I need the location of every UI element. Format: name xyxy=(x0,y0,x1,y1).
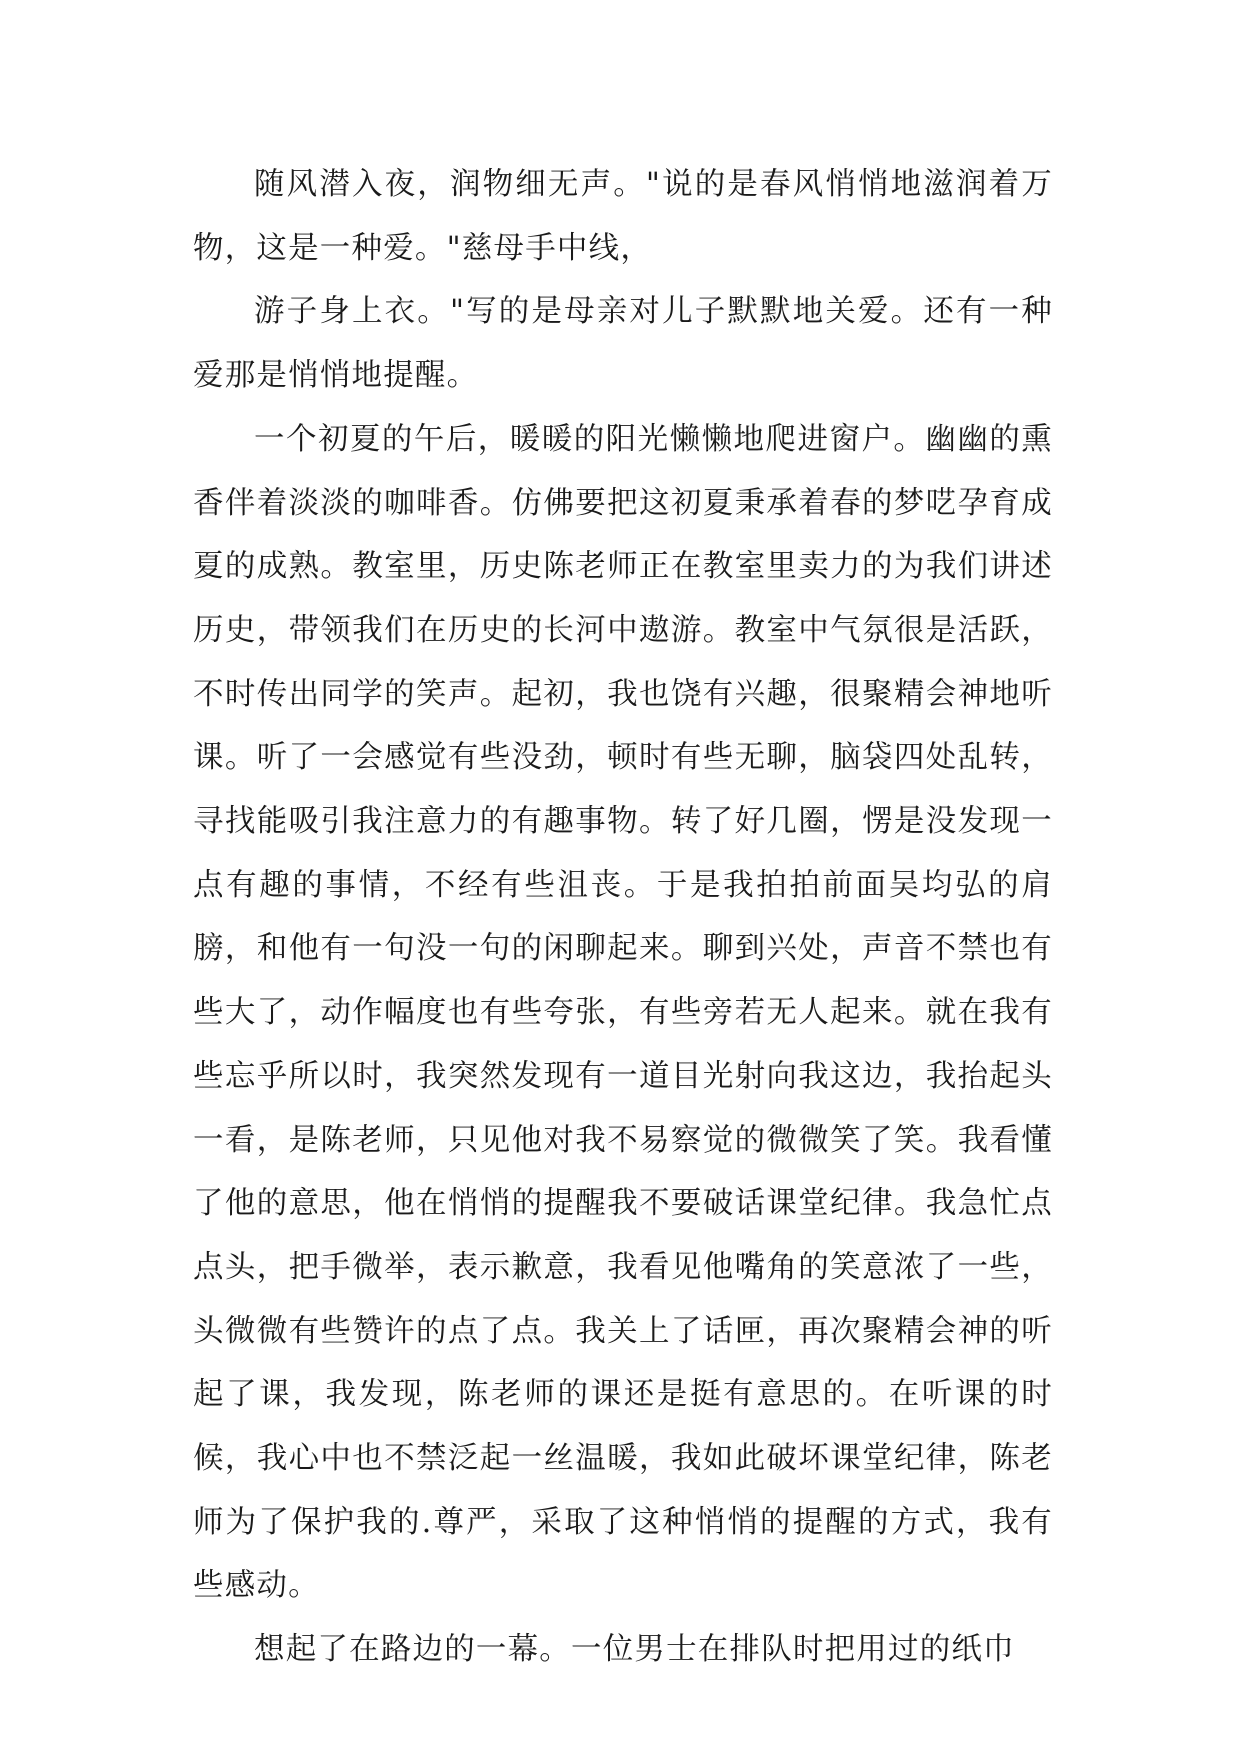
paragraph: 随风潜入夜，润物细无声。"说的是春风悄悄地滋润着万物，这是一种爱。"慈母手中线， xyxy=(193,167,1053,266)
paragraph: 想起了在路边的一幕。一位男士在排队时把用过的纸巾 xyxy=(254,1632,1015,1668)
paragraph: 游子身上衣。"写的是母亲对儿子默默地关爱。还有一种爱那是悄悄地提醒。 xyxy=(193,294,1053,394)
body-text xyxy=(193,153,1053,1682)
paragraph: 一个初夏的午后，暖暖的阳光懒懒地爬进窗户。幽幽的熏香伴着淡淡的咖啡香。仿佛要把这初夏秉承着春的梦呓孕育成夏的成熟。教室里，历史陈老师正在教室里卖力的为我们讲述历史，带领我们在历史的长河中遨游。教室中气氛很是活跃，不时传出同学的笑声。起初，我也饶有兴趣，很聚精会神地听课。听了一会感觉有些没劲，顿时有些无聊，脑袋四处乱转，寻找能吸引我注意力的有趣事物。转了好几圈，愣是没发现一点有趣的事情，不经有些沮丧。于是我拍拍前面吴均弘的肩膀，和他有一句没一句的闲聊起来。聊到兴处，声音不禁也有些大了，动作幅度也有些夸张，有些旁若无人起来。就在我有些忘乎所以时，我突然发现有一道目光射向我这边，我抬起头一看，是陈老师，只见他对我不易察觉的微微笑了笑。我看懂了他的意思，他在悄悄的提醒我不要破话课堂纪律。我急忙点点头，把手微举，表示歉意，我看见他嘴角的笑意浓了一些，头微微有些赞许的点了点。我关上了话匣，再次聚精会神的听起了课，我发现，陈老师的课还是挺有意思的。在听课的时候，我心中也不禁泛起一丝温暖，我如此破坏课堂纪律，陈老师为了保护我的.尊严，采取了这种悄悄的提醒的方式，我有些感动。 xyxy=(193,421,1053,1604)
